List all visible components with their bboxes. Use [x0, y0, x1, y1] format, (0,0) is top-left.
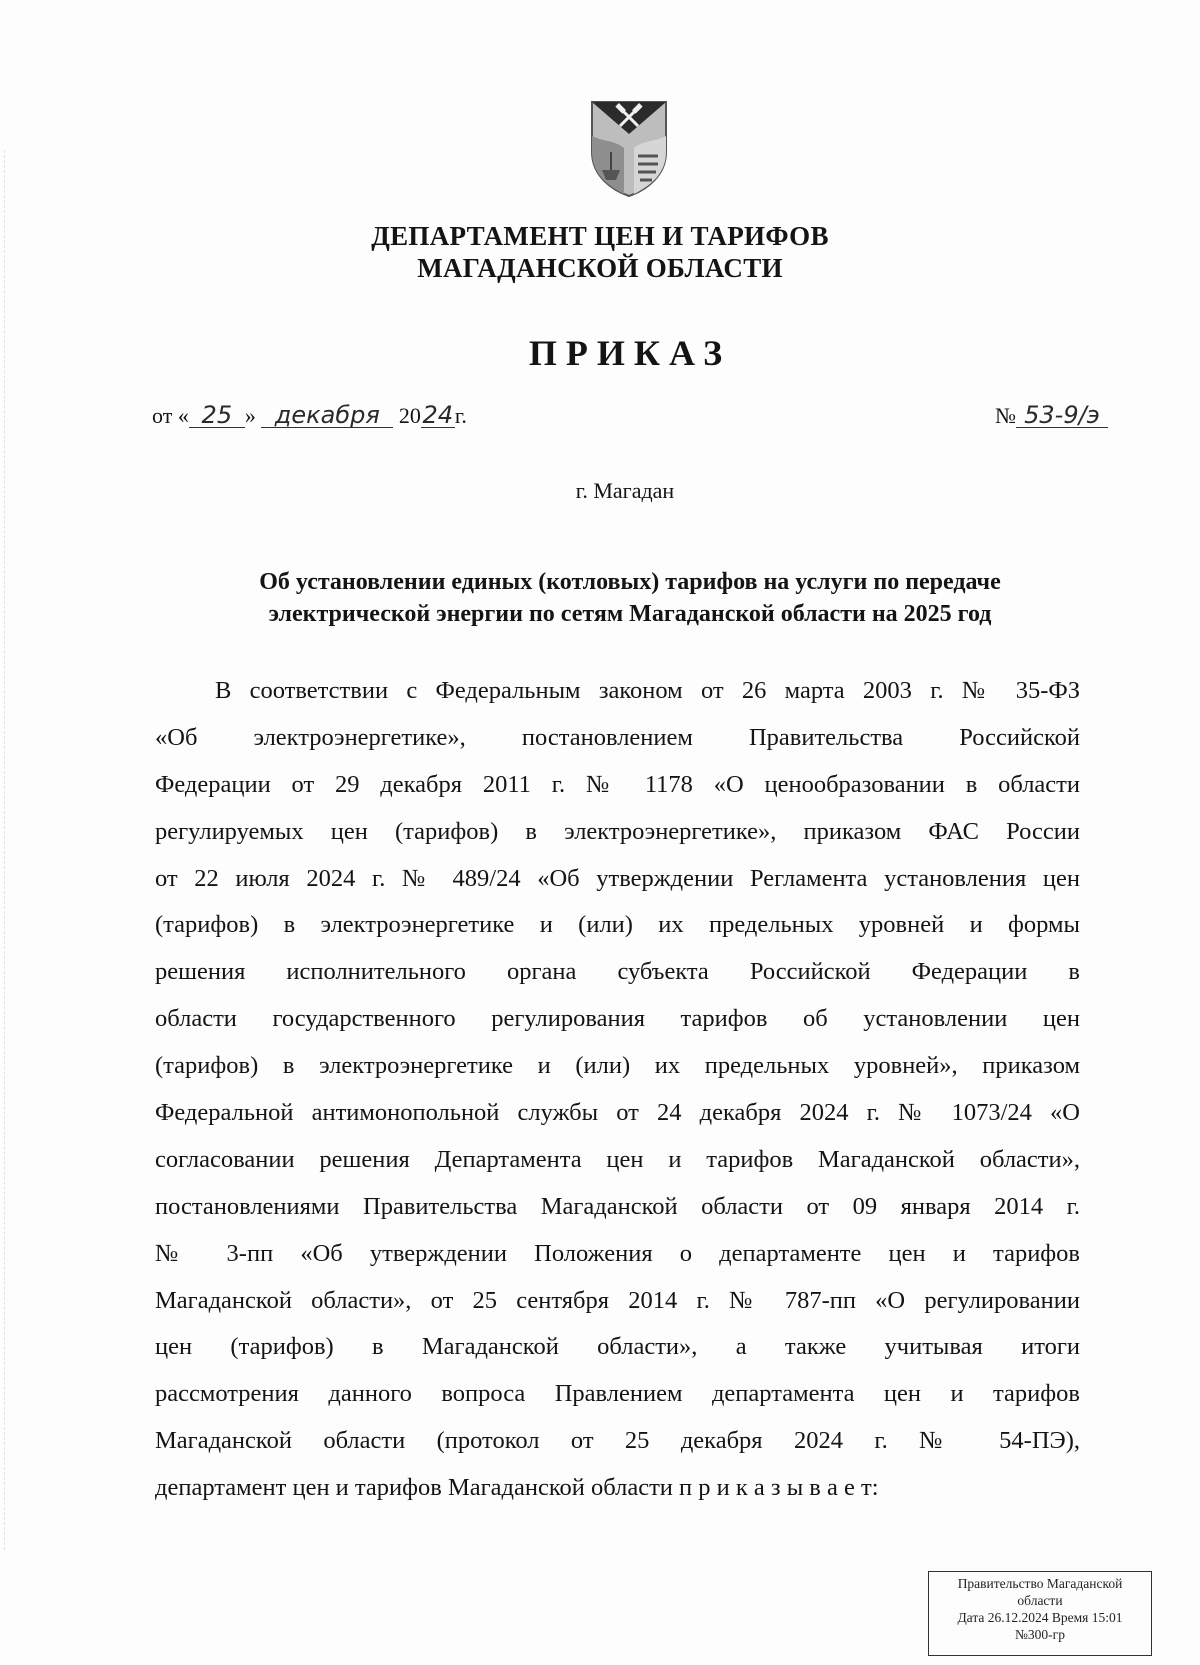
- registration-stamp: [928, 1571, 1152, 1656]
- handwritten-number: 53-9/э: [1016, 403, 1108, 428]
- department-name: [0, 220, 1200, 284]
- order-number: [995, 403, 1108, 429]
- body-line: регулируемых цен (тарифов) в электроэнергетике», приказом ФАС России: [155, 817, 1080, 845]
- subject-line-1: Об установлении единых (котловых) тарифов на услуги по передаче: [259, 569, 1001, 595]
- body-line: № 3-пп «Об утверждении Положения о департаменте цен и тарифов: [155, 1239, 1080, 1267]
- handwritten-day: 25: [189, 403, 245, 428]
- body-line: решения исполнительного органа субъекта Российской Федерации в: [155, 958, 1080, 986]
- stamp-line-2: области: [1017, 1593, 1063, 1608]
- handwritten-month: декабря: [261, 403, 393, 428]
- body-line: от 22 июля 2024 г. № 489/24 «Об утверждении Регламента установления цен: [155, 864, 1080, 892]
- department-line-2: МАГАДАНСКОЙ ОБЛАСТИ: [417, 253, 783, 283]
- body-line: (тарифов) в электроэнергетике и (или) их предельных уровней и формы: [155, 911, 1080, 939]
- department-line-1: ДЕПАРТАМЕНТ ЦЕН И ТАРИФОВ: [371, 221, 829, 251]
- stamp-line-4: №300-гр: [1015, 1627, 1065, 1642]
- year-prefix: 20: [398, 403, 421, 428]
- body-line: области государственного регулирования тарифов об установлении цен: [155, 1005, 1080, 1033]
- body-line: В соответствии с Федеральным законом от 26 марта 2003 г. № 35-ФЗ: [215, 677, 1080, 704]
- order-subject: [0, 566, 1200, 630]
- stamp-line-3: Дата 26.12.2024 Время 15:01: [957, 1610, 1123, 1625]
- year-end: г.: [454, 403, 467, 428]
- order-title: ПРИКАЗ: [528, 333, 732, 373]
- body-line: (тарифов) в электроэнергетике и (или) их предельных уровней», приказом: [155, 1052, 1080, 1080]
- body-line: рассмотрения данного вопроса Правлением департамента цен и тарифов: [155, 1380, 1080, 1408]
- body-line: Магаданской области», от 25 сентября 2014 г. № 787-пп «О регулировании: [155, 1286, 1080, 1314]
- body-line: Федерации от 29 декабря 2011 г. № 1178 «О ценообразовании в области: [155, 770, 1080, 798]
- number-prefix: №: [995, 403, 1016, 428]
- subject-line-2: электрической энергии по сетям Магаданской области на 2025 год: [268, 601, 992, 627]
- body-line: «Об электроэнергетике», постановлением Правительства Российской: [155, 723, 1080, 751]
- order-body: [155, 668, 1080, 1512]
- body-line: постановлениями Правительства Магаданской области от 09 января 2014 г.: [155, 1192, 1080, 1220]
- body-line: Магаданской области (протокол от 25 декабря 2024 г. № 54-ПЭ),: [155, 1427, 1080, 1455]
- body-last-line: департамент цен и тарифов Магаданской области п р и к а з ы в а е т:: [155, 1474, 879, 1502]
- stamp-line-1: Правительство Магаданской: [957, 1576, 1123, 1591]
- coat-of-arms-icon: [590, 100, 668, 198]
- order-date: [152, 403, 467, 429]
- body-line: согласовании решения Департамента цен и тарифов Магаданской области»,: [155, 1145, 1080, 1173]
- city: г. Магадан: [575, 478, 675, 503]
- body-line: цен (тарифов) в Магаданской области», а также учитывая итоги: [155, 1333, 1080, 1361]
- handwritten-year: 24: [422, 401, 454, 429]
- body-line: Федеральной антимонопольной службы от 24 декабря 2024 г. № 1073/24 «О: [155, 1099, 1080, 1127]
- date-prefix: от «: [152, 403, 189, 428]
- date-mid: »: [244, 403, 256, 428]
